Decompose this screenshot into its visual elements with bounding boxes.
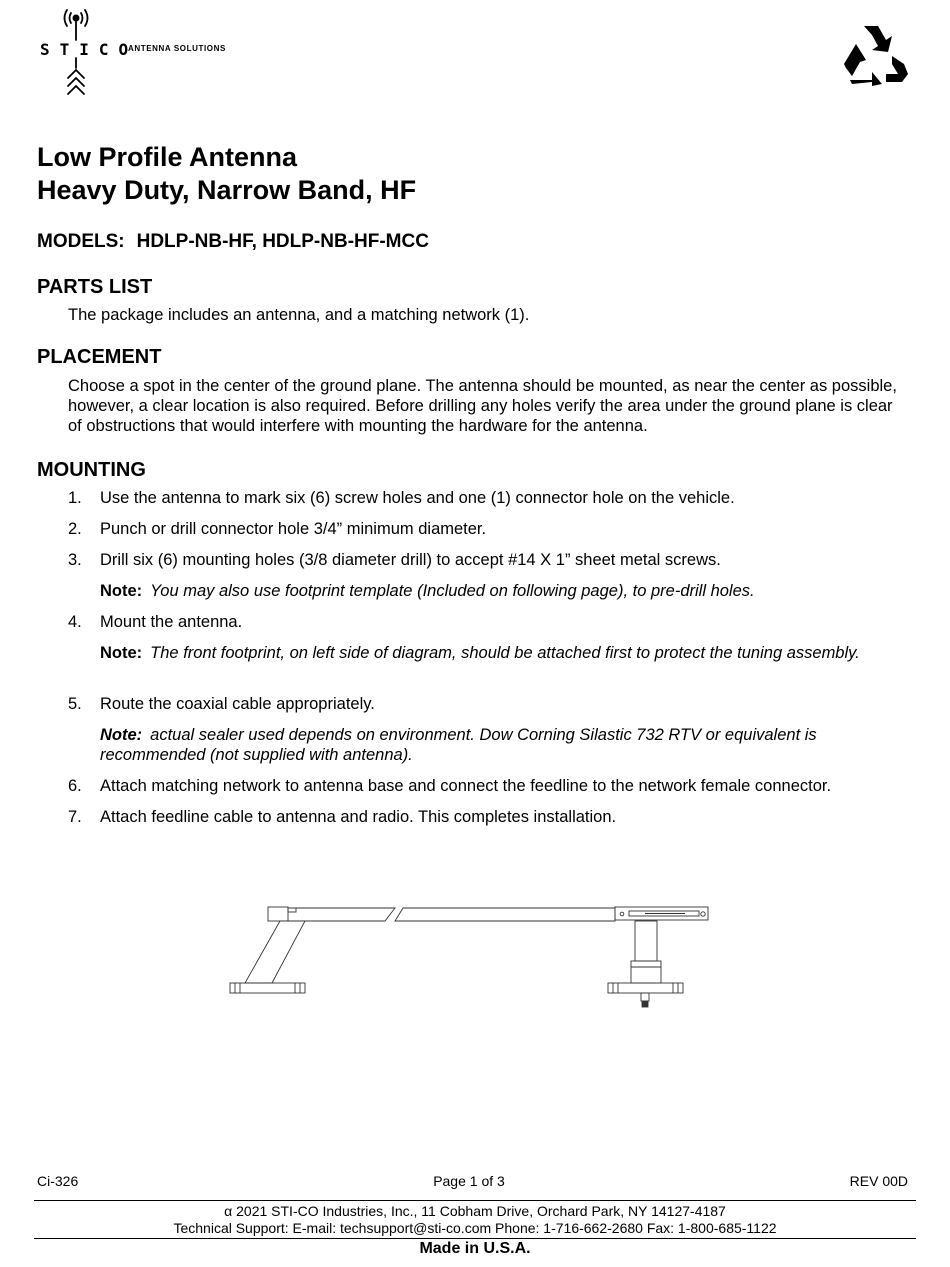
parts-list-heading: PARTS LIST	[37, 276, 153, 298]
stico-logo	[38, 6, 248, 102]
note-text: The front footprint, on left side of diagram, should be attached first to protect the tuning assembly.	[150, 644, 860, 662]
recycle-icon	[842, 22, 910, 86]
note-label: Note:	[100, 726, 143, 744]
step-text: Drill six (6) mounting holes (3/8 diameter drill) to accept #14 X 1” sheet metal screws.	[100, 551, 721, 569]
models-line	[37, 231, 441, 253]
step-number: 4.	[68, 613, 82, 631]
step-text: Punch or drill connector hole 3/4” minimum diameter.	[100, 520, 487, 538]
step-text: Attach matching network to antenna base and connect the feedline to the network female connector.	[100, 777, 832, 795]
note-text: You may also use footprint template (Included on following page), to pre-drill holes.	[150, 582, 755, 600]
step-text: Attach feedline cable to antenna and radio. This completes installation.	[100, 808, 617, 826]
parts-list-text: The package includes an antenna, and a matching network (1).	[68, 306, 530, 324]
step-number: 7.	[68, 808, 82, 826]
mounting-note	[100, 643, 890, 663]
document-title: Low Profile Antenna	[37, 142, 298, 172]
placement-heading: PLACEMENT	[37, 346, 162, 368]
models-label: MODELS:	[37, 231, 125, 252]
step-number: 6.	[68, 777, 82, 795]
footer-bottom-rule	[34, 1238, 916, 1239]
note-text: actual sealer used depends on environment. Dow Corning Silastic 732 RTV or equivalent is recommended (not supplied with antenna).	[100, 726, 817, 764]
doc-id: Ci-326	[37, 1173, 79, 1189]
support-line: Technical Support: E-mail: techsupport@sti-co.com Phone: 1-716-662-2680 Fax: 1-800-685-1122	[173, 1220, 777, 1236]
step-number: 3.	[68, 551, 82, 569]
antenna-diagram	[225, 900, 715, 1015]
logo-wordmark: STICO	[40, 40, 139, 59]
footer-top-rule	[34, 1200, 916, 1201]
models-values: HDLP-NB-HF, HDLP-NB-HF-MCC	[136, 231, 429, 252]
placement-text: Choose a spot in the center of the ground plane. The antenna should be mounted, as near the center as possible, however, a clear location is also required. Before drilling any holes verify the area under the ground plane is clear of obstructions that would interfere with mounting the hardware for the antenna.	[68, 377, 897, 435]
step-number: 5.	[68, 695, 82, 713]
step-number: 2.	[68, 520, 82, 538]
made-in-usa: Made in U.S.A.	[419, 1240, 531, 1257]
step-text: Use the antenna to mark six (6) screw holes and one (1) connector hole on the vehicle.	[100, 489, 735, 507]
logo-tagline: ANTENNA SOLUTIONS	[128, 44, 226, 53]
note-label: Note:	[100, 582, 143, 600]
mounting-heading: MOUNTING	[37, 459, 146, 481]
mounting-note	[100, 581, 890, 601]
copyright-line: α 2021 STI-CO Industries, Inc., 11 Cobham Drive, Orchard Park, NY 14127-4187	[224, 1203, 726, 1219]
step-text: Mount the antenna.	[100, 613, 243, 631]
mounting-note	[100, 725, 890, 765]
step-number: 1.	[68, 489, 82, 507]
page-number: Page 1 of 3	[433, 1173, 505, 1189]
note-label: Note:	[100, 644, 143, 662]
revision: REV 00D	[849, 1173, 908, 1189]
document-subtitle: Heavy Duty, Narrow Band, HF	[37, 175, 417, 205]
antenna-side-view-icon	[225, 900, 715, 1015]
step-text: Route the coaxial cable appropriately.	[100, 695, 375, 713]
